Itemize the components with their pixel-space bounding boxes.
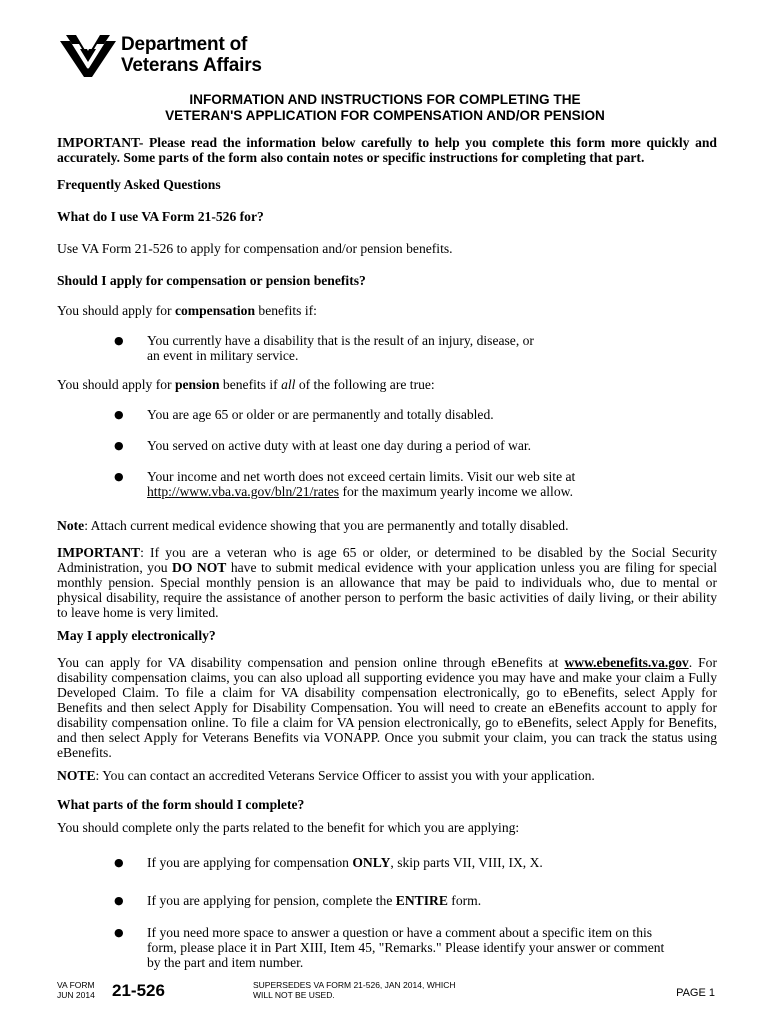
parts-bullet-3: If you need more space to answer a question or have a comment about a specific item on this form, please place it in Part XIII, Item 45, "Remarks." Please identify your answer or comment by the part and item number. <box>147 925 665 970</box>
pension-intro: You should apply for pension benefits if all of the following are true: <box>57 377 435 392</box>
bullet-icon: ● <box>114 439 124 452</box>
page-number: PAGE 1 <box>676 987 715 999</box>
faq-heading: Frequently Asked Questions <box>57 177 221 192</box>
bullet-icon: ● <box>114 334 124 347</box>
footer-form-label: VA FORM JUN 2014 <box>57 980 95 1000</box>
note-vso: NOTE: You can contact an accredited Veterans Service Officer to assist you with your application. <box>57 768 595 783</box>
compensation-intro: You should apply for compensation benefits if: <box>57 303 317 318</box>
parts-bullet-1: If you are applying for compensation ONLY, skip parts VII, VIII, IX, X. <box>147 855 543 870</box>
bullet-icon: ● <box>114 470 124 483</box>
answer-4: You should complete only the parts related to the benefit for which you are applying: <box>57 820 520 835</box>
form-title: INFORMATION AND INSTRUCTIONS FOR COMPLETING THE VETERAN'S APPLICATION FOR COMPENSATION AND/OR PENSION <box>165 92 605 123</box>
pension-bullet-2: You served on active duty with at least one day during a period of war. <box>147 438 532 453</box>
bullet-icon: ● <box>114 926 124 939</box>
pension-bullet-3: Your income and net worth does not exceed certain limits. Visit our web site at http://www.vba.va.gov/bln/21/rates for the maximum yearly income we allow. <box>147 469 576 499</box>
footer-form-number: 21-526 <box>112 981 165 1000</box>
note-medical-evidence: Note: Attach current medical evidence showing that you are permanently and totally disabled. <box>57 518 569 533</box>
pension-bullet-1: You are age 65 or older or are permanently and totally disabled. <box>147 407 494 422</box>
question-2: Should I apply for compensation or pension benefits? <box>57 273 366 288</box>
footer-supersedes: SUPERSEDES VA FORM 21-526, JAN 2014, WHICH WILL NOT BE USED. <box>253 980 456 1000</box>
question-4: What parts of the form should I complete? <box>57 797 305 812</box>
question-1: What do I use VA Form 21-526 for? <box>57 209 264 224</box>
bullet-icon: ● <box>114 894 124 907</box>
question-3: May I apply electronically? <box>57 628 216 643</box>
answer-3: You can apply for VA disability compensation and pension online through eBenefits at www.ebenefits.va.gov. For disability compensation claims, you can also upload all supporting evidence you may have and make your claim a Fully Developed Claim. To file a claim for VA disability compensation electronically, go to eBenefits, select Apply for Benefits and then select Apply for Disability Compensation. You will need to create an eBenefits account to apply for disability compensation online. To file a claim for VA pension electronically, go to eBenefits, select Apply for Benefits, and then select Apply for Veterans Benefits via VONAPP. Once you submit your claim, you can track the status using eBenefits. <box>57 655 717 760</box>
answer-1: Use VA Form 21-526 to apply for compensation and/or pension benefits. <box>57 241 453 256</box>
rates-link[interactable]: http://www.vba.va.gov/bln/21/rates <box>147 484 340 499</box>
ebenefits-link[interactable]: www.ebenefits.va.gov <box>564 655 689 670</box>
parts-bullet-2: If you are applying for pension, complete the ENTIRE form. <box>147 893 482 908</box>
important-intro: IMPORTANT- Please read the information below carefully to help you complete this form more quickly and accurately. Some parts of the form also contain notes or specific instructions for completing that part. <box>57 135 717 165</box>
bullet-icon: ● <box>114 856 124 869</box>
bullet-icon: ● <box>114 408 124 421</box>
va-seal-icon <box>60 35 116 77</box>
department-name: Department of Veterans Affairs <box>121 34 262 76</box>
comp-bullet-1: You currently have a disability that is the result of an injury, disease, or an event in military service. <box>147 333 534 363</box>
important-medical: IMPORTANT: If you are a veteran who is age 65 or older, or determined to be disabled by the Social Security Administration, you DO NOT have to submit medical evidence with your application unless you are filing for special monthly pension. Special monthly pension is an allowance that may be paid to individuals who, due to mental or physical disability, require the assistance of another person to perform the basic activities of daily living, or their ability to leave home is very limited. <box>57 545 717 620</box>
